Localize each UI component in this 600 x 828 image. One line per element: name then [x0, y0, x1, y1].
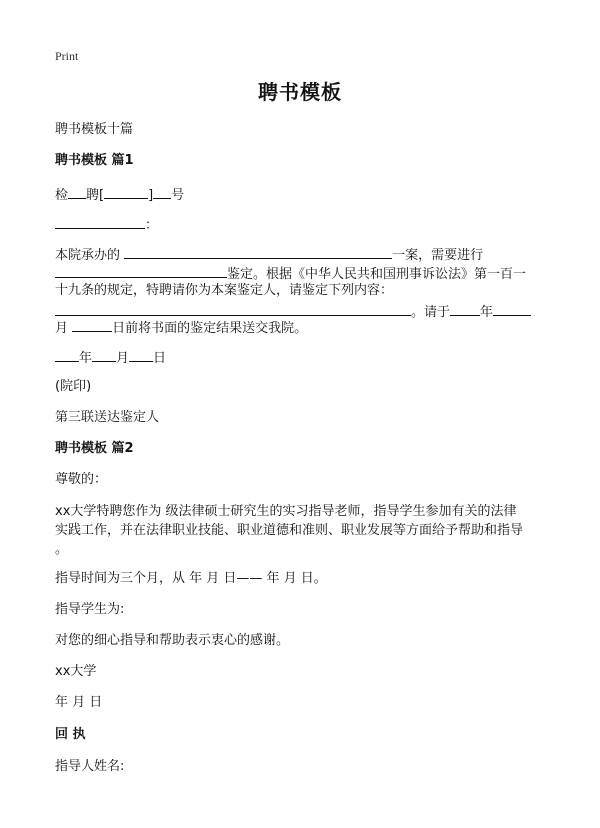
addressee-colon: ：: [145, 218, 159, 233]
month-blank: [493, 301, 531, 316]
print-label: Print: [55, 49, 79, 63]
section2-heading: 聘书模板 篇2: [55, 441, 134, 456]
p2-text: 鉴定。根据《中华人民共和国刑事诉讼法》第一百一: [227, 267, 527, 282]
reference-number-line: [55, 184, 184, 205]
content-blank: [55, 301, 411, 316]
reply-heading: 回 执: [55, 727, 86, 742]
issue-month: 月: [116, 351, 130, 366]
issue-month-blank: [92, 347, 116, 362]
day-blank: [72, 317, 112, 332]
page-title: 聘书模板: [258, 80, 342, 104]
p1-case: 一案，需要进行: [392, 248, 484, 263]
p5-text: 日前将书面的鉴定结果送交我院。: [112, 321, 308, 336]
case-blank: [124, 244, 392, 259]
p1-start: 本院承办的: [55, 248, 121, 263]
students-label: 指导学生为:: [55, 602, 125, 617]
section1-heading: 聘书模板 篇1: [55, 153, 134, 168]
ref-mid: 聘[: [86, 188, 105, 203]
subtitle: 聘书模板十篇: [55, 122, 134, 137]
p4-text: 。请于: [411, 305, 451, 320]
body-line-3: 十九条的规定，特聘请你为本案鉴定人，请鉴定下列内容：: [55, 283, 394, 298]
p4-year: 年: [480, 305, 494, 320]
instructor-name-label: 指导人姓名:: [55, 759, 125, 774]
copy-note: 第三联送达鉴定人: [55, 410, 160, 425]
letter-body-line-3: 。: [55, 542, 69, 557]
body-line-1: [55, 244, 483, 265]
ref-blank-2: [104, 184, 148, 199]
signature-date: 年 月 日: [55, 695, 103, 710]
ref-close: ]: [148, 188, 154, 203]
ref-blank-1: [68, 184, 86, 199]
year-blank: [450, 301, 480, 316]
addressee-line: [55, 214, 158, 235]
issue-day: 日: [153, 351, 167, 366]
court-seal: (院印): [55, 379, 92, 394]
guidance-period: 指导时间为三个月，从 年 月 日—— 年 月 日。: [55, 571, 327, 586]
appraisal-blank: [55, 263, 227, 278]
issue-year-blank: [55, 347, 79, 362]
thanks-line: 对您的细心指导和帮助表示衷心的感谢。: [55, 633, 290, 648]
body-line-5: [55, 317, 307, 338]
addressee-blank: [55, 214, 145, 229]
issue-date-line: [55, 347, 166, 368]
ref-prefix: 检: [55, 188, 69, 203]
letter-body-line-2: 实践工作，并在法律职业技能、职业道德和准则、职业发展等方面给予帮助和指导: [55, 523, 524, 538]
greeting: 尊敬的：: [55, 472, 108, 487]
ref-suffix: 号: [171, 188, 185, 203]
issue-day-blank: [129, 347, 153, 362]
letter-body-line-1: xx大学特聘您作为 级法律硕士研究生的实习指导老师，指导学生参加有关的法律: [55, 504, 517, 519]
ref-blank-3: [153, 184, 171, 199]
issue-year: 年: [79, 351, 93, 366]
p5-month: 月: [55, 321, 69, 336]
body-line-2: [55, 263, 526, 284]
university-signature: xx大学: [55, 664, 97, 679]
